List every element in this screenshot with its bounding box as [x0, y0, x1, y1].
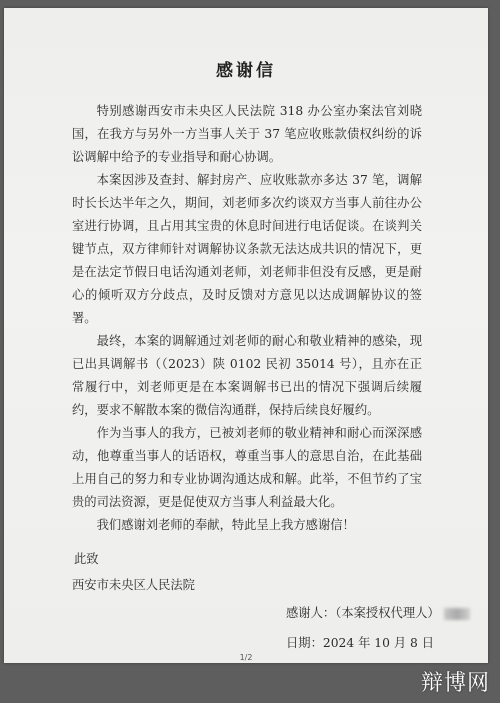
paragraph-5: 我们感谢刘老师的奉献，特此呈上我方感谢信！ [96, 518, 355, 532]
paragraph-3: 最终，本案的调解通过刘老师的耐心和敬业精神的感染，现已出具调解书（（2023）陕 0102 民初 35014 号），且亦在正常履行中，刘老师更是在本案调解书已出的情况下强调后续履约，要求不解散本案的微信沟通群，保持后续良好履约。 [72, 334, 422, 417]
paragraph-4: 作为当事人的我方，已被刘老师的敬业精神和耐心而深深感动，他尊重当事人的话语权，尊重当事人的意思自治，在此基础上用自己的努力和专业协调沟通达成和解。此举，不但节约了宝贵的司法资源，更是促使双方当事人利益最大化。 [72, 426, 422, 509]
paragraph-1: 特别感谢西安市未央区人民法院 318 办公室办案法官刘晓国，在我方与另外一方当事人关于 37 笔应收账款债权纠纷的诉讼调解中给予的专业指导和耐心协调。 [72, 104, 422, 164]
page-number: 1/2 [239, 653, 253, 662]
letter-body [72, 100, 422, 537]
recipient: 西安市未央区人民法院 [72, 578, 195, 592]
site-watermark: 辩博网 [420, 671, 490, 696]
letter-title: 感谢信 [216, 61, 276, 81]
signer-line [286, 598, 470, 628]
redacted-name [444, 608, 470, 620]
date-line: 日期：2024 年 10 月 8 日 [286, 636, 435, 650]
closing-block [72, 546, 195, 598]
salutation: 此致 [74, 552, 99, 566]
paragraph-2: 本案因涉及查封、解封房产、应收账款亦多达 37 笔，调解时长长达半年之久，期间，刘老师多次约谈双方当事人前往办公室进行协调，且占用其宝贵的休息时间进行电话促谈。在谈判关键节点，双方律师针对调解协议条款无法达成共识的情况下，更是在法定节假日电话沟通刘老师，刘老师非但没有反感，更是耐心的倾听双方分歧点，及时反馈对方意见以达成调解协议的签署。 [72, 173, 422, 325]
signature-block [286, 598, 470, 658]
signer-label: 感谢人：（本案授权代理人） [286, 606, 440, 620]
letter-page [4, 8, 488, 663]
